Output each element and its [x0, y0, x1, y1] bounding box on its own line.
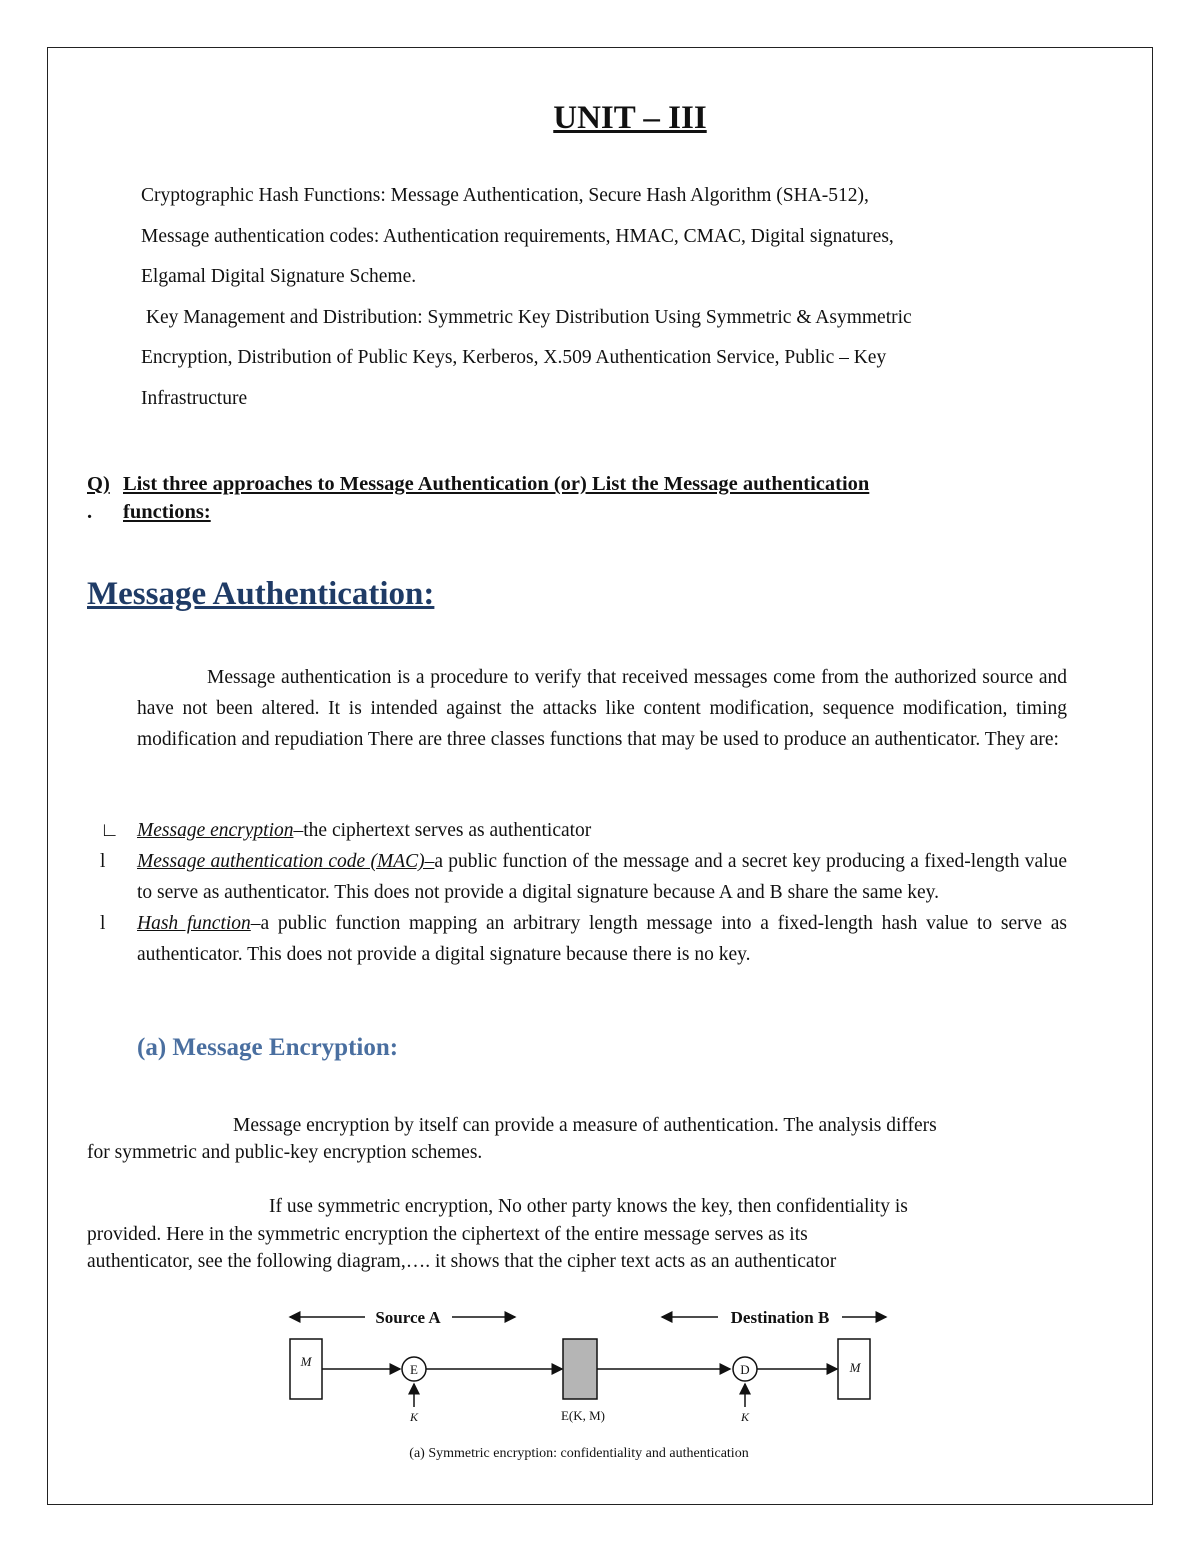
- question-line-2: functions:: [123, 501, 211, 523]
- paragraph-line: provided. Here in the symmetric encryption the ciphertext of the entire message serves as its: [87, 1223, 808, 1245]
- paragraph-line: for symmetric and public-key encryption schemes.: [87, 1142, 483, 1163]
- paragraph-line: authenticator, see the following diagram,…. it shows that the cipher text acts as an authenticator: [87, 1251, 837, 1272]
- message-left-label: M: [300, 1354, 312, 1369]
- message-box-left: [290, 1339, 322, 1399]
- unit-title: UNIT – III: [553, 100, 707, 136]
- bullet-marker: l: [100, 913, 106, 934]
- syllabus-line: Key Management and Distribution: Symmetric Key Distribution Using Symmetric & Asymmetric: [141, 306, 912, 328]
- bullet-text: –the ciphertext serves as authenticator: [293, 820, 592, 841]
- syllabus-line: Infrastructure: [141, 387, 248, 409]
- bullet-lead: Message encryption: [137, 820, 294, 841]
- intro-paragraph: Message authentication is a procedure to verify that received messages come from the authorized source and have not been altered. It is intended against the attacks like content modification, sequence modification, timing modification and repudiation There are three classes functions that may be used to produce an authenticator. They are:: [137, 667, 1067, 750]
- source-label: Source A: [375, 1308, 441, 1327]
- destination-label: Destination B: [730, 1308, 830, 1327]
- key-right-label: K: [740, 1410, 750, 1424]
- bullet-lead: Message authentication code (MAC)–: [137, 851, 435, 872]
- syllabus-line: Message authentication codes: Authentication requirements, HMAC, CMAC, Digital signatures,: [141, 225, 894, 247]
- question-line-1: List three approaches to Message Authentication (or) List the Message authentication: [123, 473, 870, 495]
- paragraph-line: Message encryption by itself can provide a measure of authentication. The analysis differs: [233, 1115, 937, 1136]
- bullet-text: –a public function mapping an arbitrary length message into a fixed-length hash value to serve as authenticator. This does not provide a digital signature because there is no key.: [137, 913, 1067, 965]
- bullet-marker: l: [100, 851, 106, 872]
- diagram-caption: (a) Symmetric encryption: confidentiality and authentication: [409, 1446, 749, 1461]
- syllabus-line: Cryptographic Hash Functions: Message Authentication, Secure Hash Algorithm (SHA-512),: [141, 185, 869, 206]
- syllabus-line: Encryption, Distribution of Public Keys, Kerberos, X.509 Authentication Service, Public – Key: [141, 347, 887, 369]
- subsection-heading: (a) Message Encryption:: [137, 1034, 399, 1061]
- question-marker-2: .: [87, 501, 93, 523]
- message-right-label: M: [849, 1360, 861, 1375]
- bullet-text: a public function of the message and a secret key producing a fixed-length value to serve as authenticator. This does not provide a digital signature because A and B share the same key.: [137, 851, 1068, 903]
- paragraph-line: If use symmetric encryption, No other party knows the key, then confidentiality is: [269, 1196, 908, 1217]
- key-left-label: K: [409, 1410, 419, 1424]
- bullet-lead: Hash function: [137, 913, 251, 934]
- encrypt-label: E: [410, 1362, 418, 1377]
- syllabus-line: Elgamal Digital Signature Scheme.: [141, 266, 417, 288]
- decrypt-label: D: [740, 1362, 750, 1377]
- ciphertext-label: E(K, M): [560, 1408, 606, 1423]
- section-heading: Message Authentication:: [87, 576, 435, 612]
- question-marker: Q): [87, 473, 110, 495]
- ciphertext-box: [563, 1339, 597, 1399]
- bullet-marker: ∟: [100, 820, 120, 841]
